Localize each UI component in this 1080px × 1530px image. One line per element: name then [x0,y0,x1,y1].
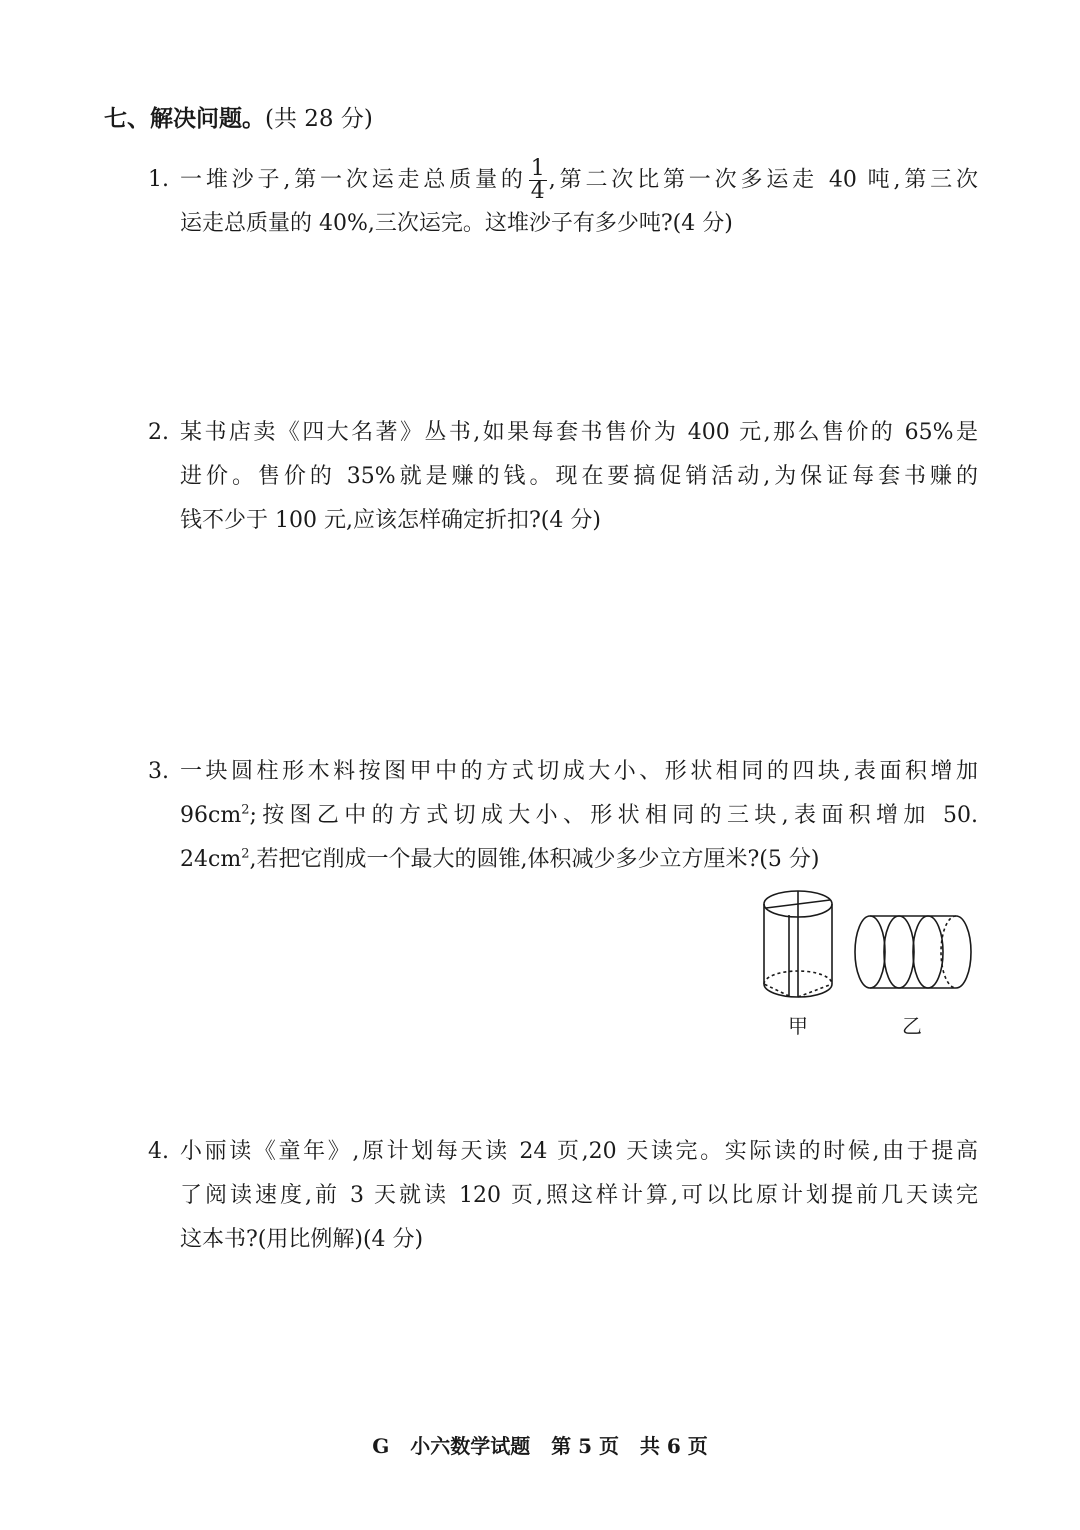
problem-1-line-1 [180,158,978,202]
cylinder-a [764,891,832,997]
problem-number: 4. [148,1139,169,1164]
problem-1 [148,158,978,246]
fraction [529,158,547,203]
problem-text: 24cm [180,847,242,872]
fraction-denominator: 4 [530,179,545,204]
problem-2-line-2: 进价。售价的 35%就是赚的钱。现在要搞促销活动,为保证每套书赚的 [180,464,978,489]
problem-2-line-3: 钱不少于 100 元,应该怎样确定折扣?(4 分) [180,508,601,533]
problem-text: ;按图乙中的方式切成大小、形状相同的三块,表面积增加 50. [249,803,978,828]
problem-3-line-2 [180,794,978,838]
problem-4 [148,1130,978,1262]
problem-number: 2. [148,420,169,445]
page-footer: G 小六数学试题 第 5 页 共 6 页 [372,1434,708,1458]
fraction-numerator: 1 [530,156,545,181]
problem-number: 1. [148,167,169,192]
cylinder-figures [752,886,982,1036]
figure-b-label: 乙 [902,1014,922,1038]
problem-2-line-1: 某书店卖《四大名著》丛书,如果每套书售价为 400 元,那么售价的 65%是 [180,420,978,445]
problem-4-line-1: 小丽读《童年》,原计划每天读 24 页,20 天读完。实际读的时候,由于提高 [180,1139,978,1164]
cylinder-b [855,916,971,988]
superscript: 2 [241,846,250,862]
problem-4-line-2: 了阅读速度,前 3 天就读 120 页,照这样计算,可以比原计划提前几天读完 [180,1183,978,1208]
problem-3-line-3 [180,838,978,882]
problem-number: 3. [148,759,169,784]
problem-1-line-2: 运走总质量的 40%,三次运完。这堆沙子有多少吨?(4 分) [180,211,733,236]
figure-a-label: 甲 [788,1014,808,1038]
problem-3-line-1: 一块圆柱形木料按图甲中的方式切成大小、形状相同的四块,表面积增加 [180,759,978,784]
problem-text: ,若把它削成一个最大的圆锥,体积减少多少立方厘米?(5 分) [249,847,820,872]
problem-4-line-3: 这本书?(用比例解)(4 分) [180,1227,424,1252]
problem-text: 一堆沙子,第一次运走总质量的 [180,167,527,193]
cylinder-diagram [752,886,982,1006]
section-title [104,103,373,135]
problem-text: ,第二次比第一次多运走 40 吨,第三次 [548,167,979,193]
problem-text: 96cm [180,803,242,828]
problem-3 [148,750,978,882]
superscript: 2 [241,802,250,818]
section-title-text: 七、解决问题。 [104,105,265,132]
problem-2 [148,411,978,543]
section-score: (共 28 分) [265,106,373,132]
